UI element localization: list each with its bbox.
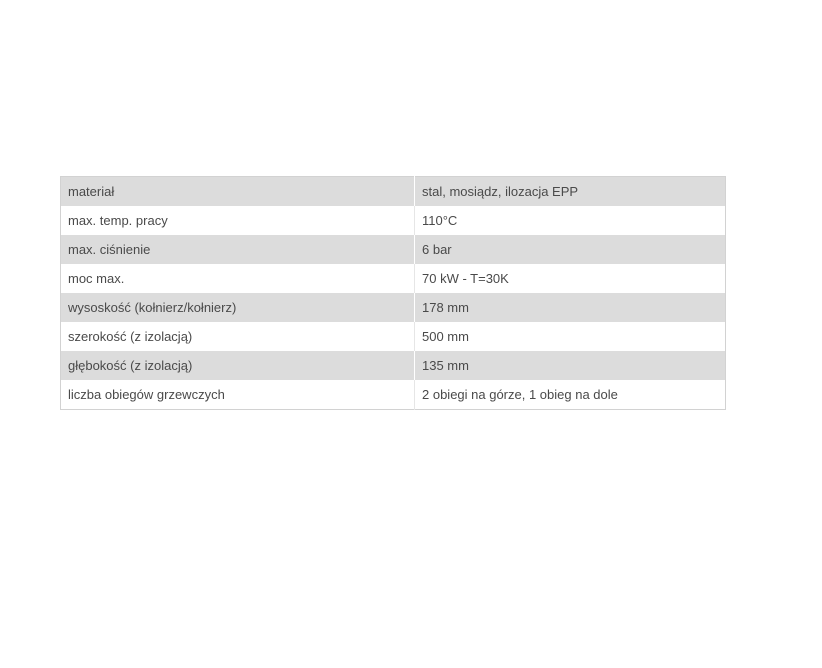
spec-label: wysoskość (kołnierz/kołnierz) <box>61 293 415 322</box>
spec-label: max. ciśnienie <box>61 235 415 264</box>
table-row <box>61 206 726 235</box>
spec-value: stal, mosiądz, ilozacja EPP <box>415 177 726 207</box>
spec-value: 178 mm <box>415 293 726 322</box>
table-row <box>61 322 726 351</box>
spec-table <box>60 176 726 410</box>
spec-value: 2 obiegi na górze, 1 obieg na dole <box>415 380 726 410</box>
spec-label: moc max. <box>61 264 415 293</box>
spec-label: liczba obiegów grzewczych <box>61 380 415 410</box>
spec-label: materiał <box>61 177 415 207</box>
spec-label: szerokość (z izolacją) <box>61 322 415 351</box>
table-row <box>61 351 726 380</box>
table-row <box>61 293 726 322</box>
table-row <box>61 380 726 410</box>
table-row <box>61 177 726 207</box>
spec-value: 135 mm <box>415 351 726 380</box>
spec-value: 110°C <box>415 206 726 235</box>
table-row <box>61 264 726 293</box>
spec-value: 70 kW - T=30K <box>415 264 726 293</box>
spec-label: max. temp. pracy <box>61 206 415 235</box>
spec-value: 500 mm <box>415 322 726 351</box>
spec-value: 6 bar <box>415 235 726 264</box>
spec-label: głębokość (z izolacją) <box>61 351 415 380</box>
table-row <box>61 235 726 264</box>
